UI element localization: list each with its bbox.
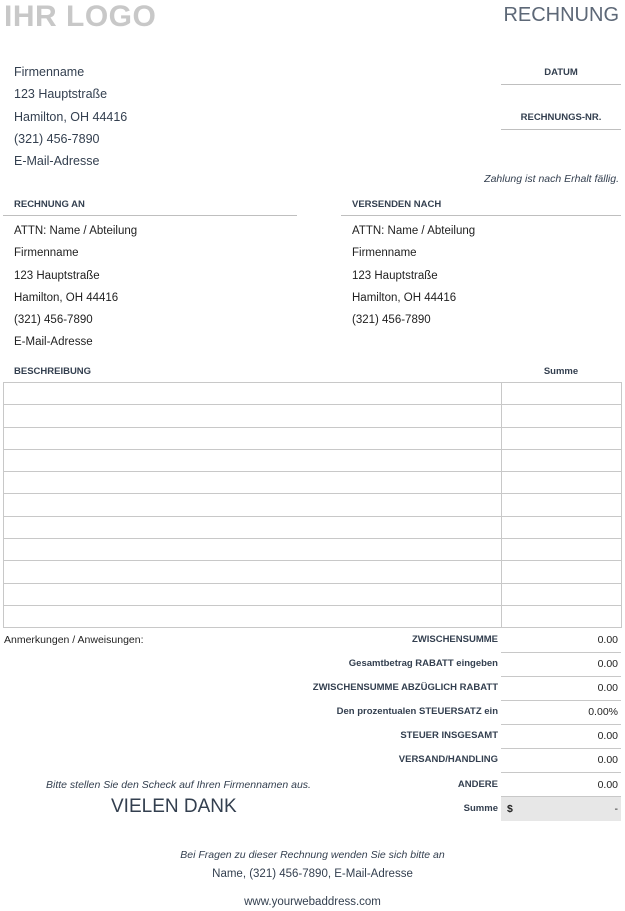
thank-you-message: VIELEN DANK <box>111 796 237 817</box>
description-cell[interactable] <box>4 427 502 449</box>
other-value[interactable]: 0.00 <box>597 779 618 791</box>
description-cell[interactable] <box>4 561 502 583</box>
table-row <box>4 539 622 561</box>
logo-placeholder: IHR LOGO <box>4 0 157 33</box>
amount-cell[interactable] <box>502 494 622 516</box>
grand-total-currency: $ <box>507 803 513 815</box>
shipping-value[interactable]: 0.00 <box>597 754 618 766</box>
check-payable-note: Bitte stellen Sie den Scheck auf Ihren Firmennamen aus. <box>46 779 311 791</box>
sender-email: E-Mail-Adresse <box>14 154 100 168</box>
ship-to-street: 123 Hauptstraße <box>352 270 438 282</box>
tax-rate-rule <box>501 724 621 725</box>
description-cell[interactable] <box>4 539 502 561</box>
bill-to-phone: (321) 456-7890 <box>14 314 93 326</box>
bill-to-attn: ATTN: Name / Abteilung <box>14 225 138 237</box>
contact-details: Name, (321) 456-7890, E-Mail-Adresse <box>212 868 413 880</box>
description-column-header: BESCHREIBUNG <box>14 366 92 377</box>
grand-total-value: - <box>614 803 618 815</box>
amount-cell[interactable] <box>502 605 622 627</box>
table-row <box>4 605 622 627</box>
tax-total-value: 0.00 <box>597 730 618 742</box>
subtotal-value: 0.00 <box>597 634 618 646</box>
amount-cell[interactable] <box>502 472 622 494</box>
description-cell[interactable] <box>4 449 502 471</box>
description-cell[interactable] <box>4 383 502 405</box>
bill-to-rule <box>3 215 297 216</box>
description-cell[interactable] <box>4 472 502 494</box>
ship-to-rule <box>341 215 621 216</box>
table-row <box>4 427 622 449</box>
amount-cell[interactable] <box>502 427 622 449</box>
subtotal-after-discount-value: 0.00 <box>597 682 618 694</box>
tax-rate-value[interactable]: 0.00% <box>588 706 618 718</box>
shipping-label: VERSAND/HANDLING <box>398 754 498 765</box>
subtotal-rule <box>501 652 621 653</box>
after-discount-rule <box>501 700 621 701</box>
table-row <box>4 583 622 605</box>
table-row <box>4 449 622 471</box>
tax-total-rule <box>501 748 621 749</box>
payment-terms-note: Zahlung ist nach Erhalt fällig. <box>484 173 619 185</box>
amount-cell[interactable] <box>502 583 622 605</box>
description-cell[interactable] <box>4 405 502 427</box>
discount-label: Gesamtbetrag RABATT eingeben <box>348 658 498 669</box>
tax-total-label: STEUER INSGESAMT <box>400 730 498 741</box>
shipping-rule <box>501 772 621 773</box>
table-row <box>4 561 622 583</box>
sender-city: Hamilton, OH 44416 <box>14 110 128 124</box>
contact-question: Bei Fragen zu dieser Rechnung wenden Sie sich bitte an <box>180 849 445 861</box>
amount-cell[interactable] <box>502 516 622 538</box>
description-cell[interactable] <box>4 605 502 627</box>
ship-to-city: Hamilton, OH 44416 <box>352 292 457 304</box>
table-row <box>4 494 622 516</box>
date-label: DATUM <box>544 67 578 78</box>
invoice-number-label: RECHNUNGS-NR. <box>520 112 602 123</box>
amount-cell[interactable] <box>502 383 622 405</box>
bill-to-street: 123 Hauptstraße <box>14 270 100 282</box>
other-label: ANDERE <box>457 779 498 790</box>
amount-cell[interactable] <box>502 405 622 427</box>
document-title: RECHNUNG <box>503 4 619 26</box>
date-rule <box>501 84 621 85</box>
table-row <box>4 472 622 494</box>
sender-street: 123 Hauptstraße <box>14 87 108 101</box>
table-row <box>4 405 622 427</box>
amount-column-header: Summe <box>543 366 579 377</box>
table-row <box>4 383 622 405</box>
notes-label: Anmerkungen / Anweisungen: <box>4 634 144 646</box>
bill-to-email: E-Mail-Adresse <box>14 336 93 348</box>
subtotal-after-discount-label: ZWISCHENSUMME ABZÜGLICH RABATT <box>312 682 498 693</box>
sender-phone: (321) 456-7890 <box>14 132 100 146</box>
ship-to-heading: VERSENDEN NACH <box>352 199 442 210</box>
description-cell[interactable] <box>4 494 502 516</box>
grand-total-label: Summe <box>463 803 498 814</box>
line-items-table <box>3 382 622 628</box>
discount-rule <box>501 676 621 677</box>
description-cell[interactable] <box>4 516 502 538</box>
bill-to-city: Hamilton, OH 44416 <box>14 292 119 304</box>
sender-company: Firmenname <box>14 65 85 79</box>
discount-value[interactable]: 0.00 <box>597 658 618 670</box>
ship-to-phone: (321) 456-7890 <box>352 314 431 326</box>
ship-to-attn: ATTN: Name / Abteilung <box>352 225 476 237</box>
invoice-number-rule <box>501 129 621 130</box>
description-cell[interactable] <box>4 583 502 605</box>
amount-cell[interactable] <box>502 539 622 561</box>
amount-cell[interactable] <box>502 561 622 583</box>
website-link[interactable]: www.yourwebaddress.com <box>244 896 381 908</box>
table-row <box>4 516 622 538</box>
subtotal-label: ZWISCHENSUMME <box>411 634 498 645</box>
bill-to-heading: RECHNUNG AN <box>14 199 85 210</box>
ship-to-company: Firmenname <box>352 247 417 259</box>
amount-cell[interactable] <box>502 449 622 471</box>
bill-to-company: Firmenname <box>14 247 79 259</box>
tax-rate-label: Den prozentualen STEUERSATZ ein <box>336 706 498 717</box>
